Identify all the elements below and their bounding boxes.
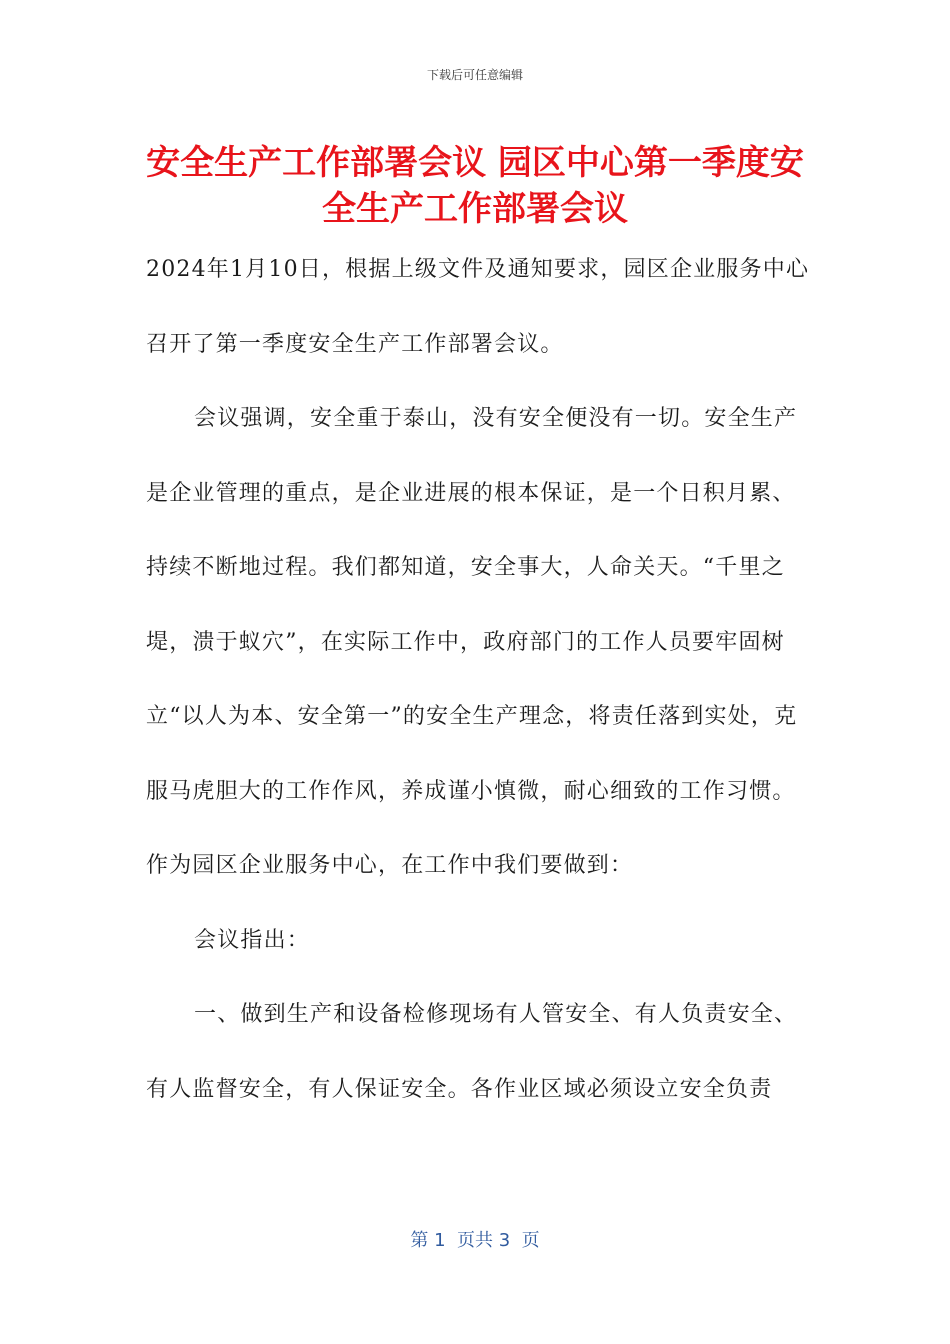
header-note: 下载后可任意编辑 xyxy=(426,68,523,82)
document-title: 安全生产工作部署会议 园区中心第一季度安全生产工作部署会议 xyxy=(146,143,804,229)
document-body xyxy=(146,233,812,1127)
paragraph-heading: 会议指出： xyxy=(194,927,311,953)
paragraph-point-one: 一、做到生产和设备检修现场有人管安全、有人负责安全、有人监督安全，有人保证安全。各作业区域必须设立安全负责 xyxy=(146,1002,798,1102)
paragraph-intro: 2024年1月10日，根据上级文件及通知要求，园区企业服务中心召开了第一季度安全生产工作部署会议。 xyxy=(146,257,810,357)
page-footer: 第 1 页共 3 页 xyxy=(410,1230,540,1251)
paragraph-emphasis: 会议强调，安全重于泰山，没有安全便没有一切。安全生产是企业管理的重点，是企业进展的根本保证，是一个日积月累、持续不断地过程。我们都知道，安全事大，人命关天。“千里之堤，溃于蚁穴”，在实际工作中，政府部门的工作人员要牢固树立“以人为本、安全第一”的安全生产理念，将责任落到实处，克服马虎胆大的工作作风，养成谨小慎微，耐心细致的工作习惯。作为园区企业服务中心，在工作中我们要做到： xyxy=(146,406,798,878)
